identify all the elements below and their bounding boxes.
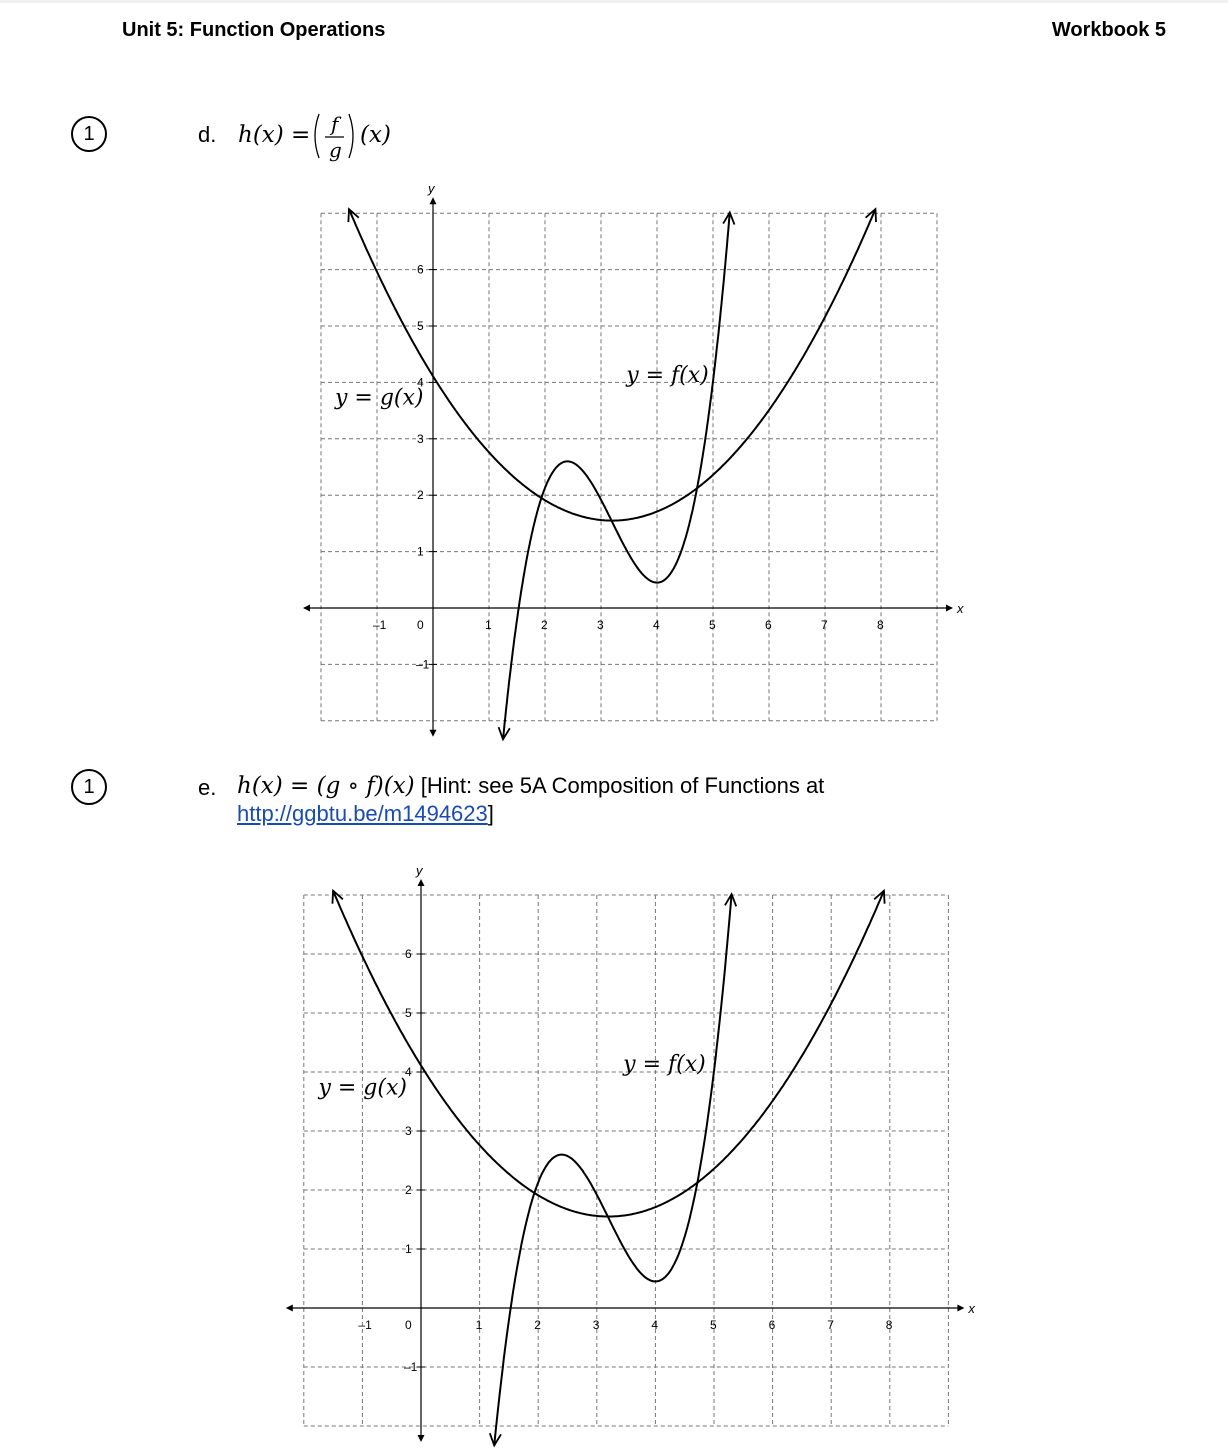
y-tick-label: 4 xyxy=(417,375,424,390)
hint-close: ] xyxy=(487,801,494,826)
y-axis-arrow-top xyxy=(418,879,425,886)
y-tick-label: 2 xyxy=(417,488,424,503)
x-tick-label: 8 xyxy=(877,618,884,632)
curve-g xyxy=(349,209,875,520)
x-tick-label: 7 xyxy=(821,618,828,632)
y-tick-label: 5 xyxy=(405,1006,412,1020)
series-label-g: y = g(x) xyxy=(335,385,424,411)
x-tick-label: 6 xyxy=(765,618,772,632)
y-tick-label: 1 xyxy=(405,1242,412,1256)
x-tick-label: 2 xyxy=(534,1318,541,1332)
x-tick-label: –1 xyxy=(358,1318,372,1332)
y-axis-arrow-top xyxy=(430,197,437,204)
y-tick-label: –1 xyxy=(404,1360,418,1374)
graph-e-group xyxy=(286,863,976,1445)
x-tick-label: 2 xyxy=(541,618,548,632)
unit-title: Unit 5: Function Operations xyxy=(122,19,386,41)
y-tick-label: 4 xyxy=(405,1065,412,1079)
x-axis-arrow-left xyxy=(303,605,310,612)
problem-e-text xyxy=(237,772,937,828)
x-tick-label: 4 xyxy=(651,1318,659,1332)
y-tick-label: 6 xyxy=(405,947,412,961)
x-tick-label: 3 xyxy=(592,1318,600,1332)
curve-f xyxy=(494,894,731,1445)
formula-e: h(x) = (g ∘ f)(x) xyxy=(237,773,415,799)
x-axis-label: x xyxy=(968,1301,975,1316)
x-axis-label: x xyxy=(957,601,964,616)
graph-d-group xyxy=(303,181,964,739)
x-tick-label: 6 xyxy=(768,1318,776,1332)
x-axis-arrow-right xyxy=(946,605,953,612)
curve-g xyxy=(333,891,884,1217)
fraction-denominator: g xyxy=(329,138,342,162)
x-tick-label: 4 xyxy=(653,618,660,632)
x-tick-label: 0 xyxy=(405,1318,412,1332)
x-axis-arrow-right xyxy=(957,1305,964,1312)
series-label-f: y = f(x) xyxy=(623,1052,706,1078)
x-tick-label: –1 xyxy=(373,618,387,632)
y-tick-label: 6 xyxy=(417,262,424,277)
fraction-numerator: f xyxy=(331,112,339,136)
y-tick-label: 1 xyxy=(417,544,424,559)
hint-text: [Hint: see 5A Composition of Functions at xyxy=(420,773,825,798)
x-axis-arrow-left xyxy=(286,1305,293,1312)
workbook-label: Workbook 5 xyxy=(1051,19,1166,41)
y-axis-arrow-bottom xyxy=(430,730,437,737)
problem-e-label: e. xyxy=(198,775,217,800)
x-tick-label: 5 xyxy=(709,618,716,632)
x-tick-label: 0 xyxy=(417,618,424,632)
y-tick-label: 2 xyxy=(405,1183,412,1197)
y-tick-label: –1 xyxy=(416,657,430,672)
x-tick-label: 7 xyxy=(827,1318,834,1332)
series-label-f: y = f(x) xyxy=(626,362,709,388)
y-tick-label: 3 xyxy=(405,1124,412,1138)
curve-f xyxy=(503,212,730,739)
y-axis-label: y xyxy=(428,181,435,197)
x-tick-label: 8 xyxy=(885,1318,893,1332)
formula-d-rhs: (x) xyxy=(360,122,391,148)
y-tick-label: 3 xyxy=(417,431,424,446)
x-tick-label: 3 xyxy=(597,618,604,632)
points-badge-e: 1 xyxy=(71,769,107,805)
series-label-g: y = g(x) xyxy=(318,1075,407,1101)
y-tick-label: 5 xyxy=(417,319,424,333)
x-tick-label: 5 xyxy=(710,1318,717,1332)
y-axis-arrow-bottom xyxy=(418,1435,425,1442)
x-tick-label: 1 xyxy=(485,618,492,632)
problem-d-label: d. xyxy=(198,122,217,147)
formula-d-lhs: h(x) = xyxy=(238,122,311,148)
hint-link[interactable]: http://ggbtu.be/m1494623 xyxy=(237,801,488,826)
points-badge-d: 1 xyxy=(71,116,107,152)
x-tick-label: 1 xyxy=(475,1318,483,1332)
y-axis-label: y xyxy=(416,863,423,878)
